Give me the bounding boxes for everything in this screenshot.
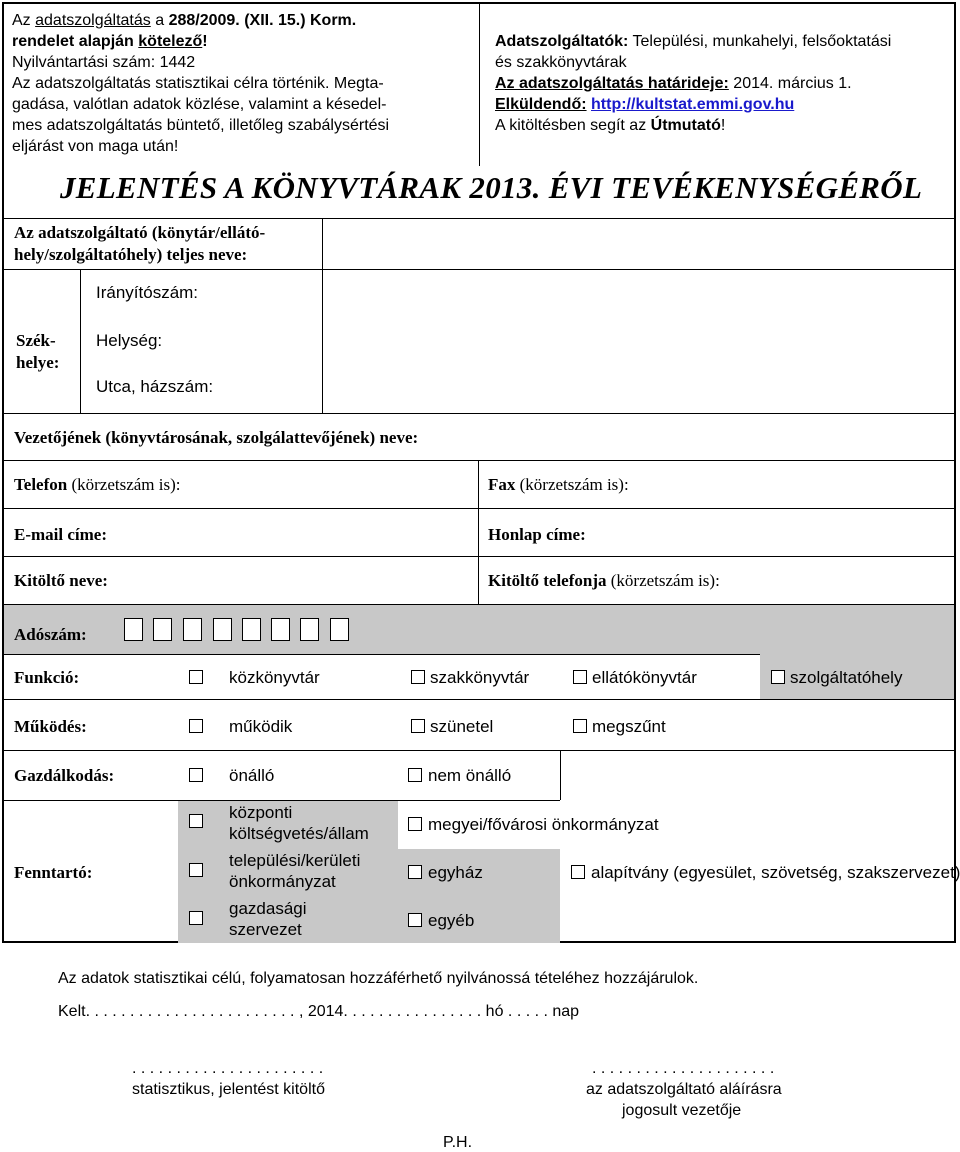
kultstat-link[interactable]: http://kultstat.emmi.gov.hu [591, 96, 795, 113]
maintainer-option: központi költségvetés/állam [229, 803, 369, 843]
notice-line-4: eljárást von maga után! [12, 138, 179, 155]
rule-after-function [4, 699, 954, 700]
stamp-label: P.H. [443, 1134, 473, 1151]
rule-after-email [4, 556, 954, 557]
maintainer-checkbox[interactable] [189, 863, 203, 877]
send-to-line: Elküldendő: http://kultstat.emmi.gov.hu [495, 96, 795, 113]
phone-label: Telefon (körzetszám is): [14, 475, 181, 494]
notice-line-1: Az adatszolgáltatás statisztikai célra történik. Megta- [12, 75, 384, 92]
tax-id-digit-box[interactable] [213, 618, 232, 641]
provider-name-label: Az adatszolgáltató (könytár/ellátó- [14, 223, 266, 242]
provider-name-label-2: hely/szolgáltatóhely) teljes neve: [14, 245, 248, 264]
maintainer-checkbox[interactable] [571, 865, 585, 879]
function-checkbox[interactable] [771, 670, 785, 684]
provider-name-field[interactable] [324, 220, 952, 268]
providers-line: Adatszolgáltatók: Települési, munkahelyi, felsőoktatási [495, 33, 892, 50]
zip-field[interactable] [324, 270, 952, 315]
provider-name-divider [322, 218, 323, 413]
providers-line-2: és szakkönyvtárak [495, 54, 627, 71]
signature-label-right: az adatszolgáltató aláírásra [586, 1081, 782, 1098]
registry-number: Nyilvántartási szám: 1442 [12, 54, 196, 71]
maintainer-label: Fenntartó: [14, 863, 93, 882]
tax-id-digit-box[interactable] [124, 618, 143, 641]
mandatory-link[interactable]: kötelező [138, 33, 203, 50]
operation-option: szünetel [430, 717, 494, 736]
function-checkbox[interactable] [411, 670, 425, 684]
filler-name-label: Kitöltő neve: [14, 571, 108, 590]
rule-after-management [4, 800, 560, 801]
maintainer-checkbox[interactable] [408, 865, 422, 879]
head-name-label: Vezetőjének (könyvtárosának, szolgálattevőjének) neve: [14, 428, 419, 447]
tax-id-digit-box[interactable] [330, 618, 349, 641]
management-checkbox[interactable] [408, 768, 422, 782]
management-end [560, 750, 561, 800]
seat-label: Szék- helye: [16, 331, 60, 372]
maintainer-option: alapítvány (egyesület, szövetség, szakszervezet) [591, 863, 960, 882]
city-label: Helység: [96, 331, 163, 350]
email-label: E-mail címe: [14, 525, 107, 544]
maintainer-option: települési/kerületi önkormányzat [229, 851, 361, 891]
operation-option: működik [229, 717, 293, 736]
tax-id-shade [4, 604, 954, 654]
guide-line: A kitöltésben segít az Útmutató! [495, 117, 726, 134]
report-title: JELENTÉS A KÖNYVTÁRAK 2013. ÉVI TEVÉKENYSÉGÉRŐL [60, 170, 923, 205]
form-frame [2, 2, 956, 943]
tax-id-digit-box[interactable] [183, 618, 202, 641]
maintainer-checkbox[interactable] [189, 814, 203, 828]
function-checkbox[interactable] [189, 670, 203, 684]
maintainer-option: egyéb [428, 911, 475, 930]
management-checkbox[interactable] [189, 768, 203, 782]
deadline-line: Az adatszolgáltatás határideje: 2014. március 1. [495, 75, 852, 92]
city-field[interactable] [324, 318, 952, 363]
maintainer-option: gazdasági szervezet [229, 899, 307, 939]
signature-dots-right: . . . . . . . . . . . . . . . . . . . . . [592, 1060, 775, 1077]
maintainer-checkbox[interactable] [189, 911, 203, 925]
mandatory-line: rendelet alapján kötelező! [12, 33, 208, 50]
management-option: nem önálló [428, 766, 512, 785]
tax-id-digit-box[interactable] [153, 618, 172, 641]
tax-id-label: Adószám: [14, 625, 87, 644]
consent-text: Az adatok statisztikai célú, folyamatosan hozzáférhető nyilvánossá tételéhez hozzájárulok. [58, 970, 699, 987]
operation-label: Működés: [14, 717, 87, 736]
operation-option: megszűnt [592, 717, 666, 736]
tax-id-digit-box[interactable] [271, 618, 290, 641]
legal-basis-line: Az adatszolgáltatás a 288/2009. (XII. 15.) Korm. [12, 12, 357, 29]
seat-divider [80, 269, 81, 413]
tax-id-bottom-line [4, 654, 760, 655]
operation-checkbox[interactable] [411, 719, 425, 733]
function-checkbox[interactable] [573, 670, 587, 684]
tax-id-digit-box[interactable] [300, 618, 319, 641]
operation-checkbox[interactable] [573, 719, 587, 733]
signature-label-right-2: jogosult vezetője [622, 1102, 742, 1119]
data-service-link[interactable]: adatszolgáltatás [35, 12, 151, 29]
filler-phone-label: Kitöltő telefonja (körzetszám is): [488, 571, 720, 590]
fax-label: Fax (körzetszám is): [488, 475, 629, 494]
management-label: Gazdálkodás: [14, 766, 115, 785]
contact-divider [478, 460, 479, 604]
tax-id-digit-box[interactable] [242, 618, 261, 641]
rule-after-filler [4, 604, 954, 605]
function-option: ellátókönyvtár [592, 668, 697, 687]
notice-line-2: gadása, valótlan adatok közlése, valamint a késedel- [12, 96, 387, 113]
function-option: közkönyvtár [229, 668, 320, 687]
rule-after-phone [4, 508, 954, 509]
function-option: szakkönyvtár [430, 668, 530, 687]
homepage-label: Honlap címe: [488, 525, 586, 544]
street-field[interactable] [324, 364, 952, 412]
function-option: szolgáltatóhely [790, 668, 903, 687]
rule-after-head [4, 460, 954, 461]
rule-after-seat [4, 413, 954, 414]
signature-dots-left: . . . . . . . . . . . . . . . . . . . . . . [132, 1060, 324, 1077]
rule-top-form [4, 218, 954, 219]
operation-checkbox[interactable] [189, 719, 203, 733]
rule-after-operation [4, 750, 954, 751]
date-line[interactable]: Kelt. . . . . . . . . . . . . . . . . . . . . . . . , 2014. . . . . . . . . . . . . . . . hó . . . . . nap [58, 1003, 580, 1020]
function-label: Funkció: [14, 668, 80, 687]
maintainer-checkbox[interactable] [408, 817, 422, 831]
management-option: önálló [229, 766, 275, 785]
maintainer-option: megyei/fővárosi önkormányzat [428, 815, 659, 834]
zip-label: Irányítószám: [96, 283, 199, 302]
maintainer-option: egyház [428, 863, 483, 882]
street-label: Utca, házszám: [96, 377, 214, 396]
maintainer-checkbox[interactable] [408, 913, 422, 927]
signature-label-left: statisztikus, jelentést kitöltő [132, 1081, 325, 1098]
notice-line-3: mes adatszolgáltatás büntető, illetőleg szabálysértési [12, 117, 390, 134]
